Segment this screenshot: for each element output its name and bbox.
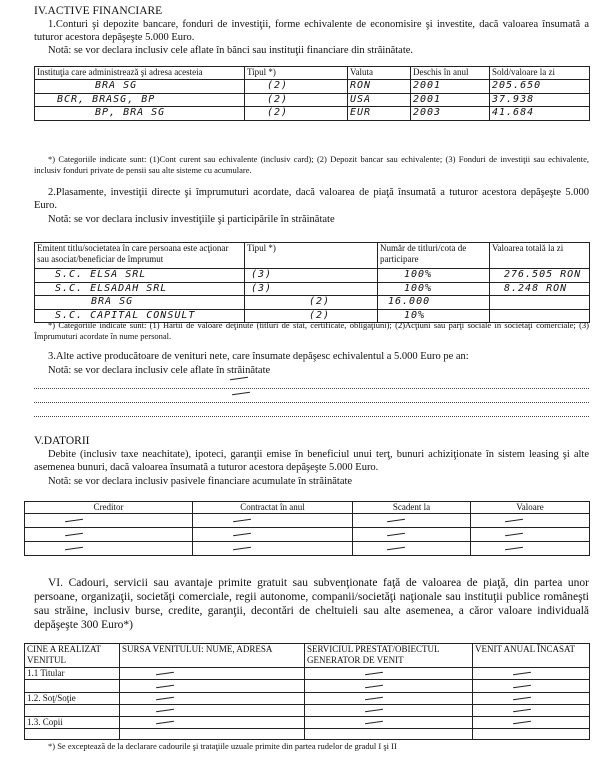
section-iv-title: IV.ACTIVE FINANCIARE [34, 5, 163, 17]
col-header: Tipul *) [245, 67, 348, 80]
row-label: 1.1 Titular [25, 668, 120, 680]
col-header: Tipul *) [245, 243, 378, 269]
table-row [25, 542, 590, 556]
col-header: Scadent la [353, 502, 471, 514]
row-label: 1.3. Copii [25, 717, 120, 729]
table-cell: 2003 [411, 107, 490, 121]
table-cell: USA [348, 93, 411, 107]
table-cell: 8.248 RON [490, 282, 590, 296]
accounts-table-header [35, 67, 590, 80]
debts-table-header [25, 502, 590, 514]
section-iv-p2-note: Notă: se vor declara inclusiv investiţiile şi participările în străinătate [48, 214, 335, 225]
section-iv-p3-note: Notă: se vor declara inclusiv cele aflate în străinătate [48, 365, 271, 376]
table-cell: 41.684 [490, 107, 590, 121]
col-header: Sold/valoare la zi [490, 67, 590, 80]
table-cell: 276.505 RON [490, 269, 590, 283]
table-cell [490, 296, 590, 310]
table-cell: BRA SG [35, 80, 245, 94]
col-header: Contractat în anul [193, 502, 353, 514]
table-cell: (2) [245, 107, 348, 121]
col-header: CINE A REALIZAT VENITUL [25, 644, 120, 668]
table-row [25, 704, 590, 716]
table-cell: (2) [245, 93, 348, 107]
table-row [25, 717, 590, 729]
blank-line [34, 416, 589, 417]
table-cell: BCR, BRASG, BP [35, 93, 245, 107]
table-cell: 16.000 [378, 296, 490, 310]
section-v-p1-note: Notă: se vor declara inclusiv pasivele financiare acumulate în străinătate [48, 476, 353, 487]
empty-mark [232, 392, 250, 395]
table-row [25, 729, 590, 740]
accounts-table [34, 66, 590, 121]
table-cell: (2) [245, 309, 378, 323]
table-cell: 10% [378, 309, 490, 323]
col-header: SURSA VENITULUI: NUME, ADRESA [120, 644, 305, 668]
table-cell: 2001 [411, 93, 490, 107]
section-iv-p1-note: Notă: se vor declara inclusiv cele aflate în bănci sau instituţii financiare din străinătate. [48, 45, 414, 56]
table-row [35, 282, 590, 296]
table-cell: S.C. ELSADAH SRL [35, 282, 245, 296]
section-iv-p1: 1.Conturi şi depozite bancare, fonduri de investiţii, forme echivalente de economisire şi investite, dacă valoarea însumată a tuturor acestora depăşeşte 5.000 Euro. [34, 19, 589, 44]
gifts-table-header [25, 644, 590, 668]
col-header: VENIT ANUAL ÎNCASAT [473, 644, 590, 668]
table-row [25, 680, 590, 692]
table-cell: 2001 [411, 80, 490, 94]
table-row [35, 269, 590, 283]
table-cell: (3) [245, 269, 378, 283]
col-header: Valuta [348, 67, 411, 80]
blank-line [34, 402, 589, 403]
col-header: Emitent titlu/societatea în care persoana este acţionar sau asociat/beneficiar de împrumut [35, 243, 245, 269]
investments-footnote: *) Categoriile indicate sunt: (1) Hârtii de valoare deţinute (titluri de stat, certificate, obligaţiuni); (2)Acţiuni sau părţi sociale în societăţi comerciale; (3) Împrumuturi acordate în nume personal. [34, 320, 589, 341]
table-row [25, 668, 590, 680]
accounts-footnote: *) Categoriile indicate sunt: (1)Cont curent sau echivalente (inclusiv card); (2) Depozit bancar sau echivalente; (3) Fonduri de investiţii sau echivalente, inclusiv fonduri private de pensii sau alte sisteme cu acumulare. [34, 154, 589, 175]
debts-table [24, 501, 590, 556]
table-row [35, 93, 590, 107]
table-cell: 100% [378, 269, 490, 283]
col-header: Număr de titluri/cota de participare [378, 243, 490, 269]
table-cell: (2) [245, 80, 348, 94]
row-label: 1.2. Soţ/Soţie [25, 692, 120, 704]
col-header: Valoare [471, 502, 590, 514]
investments-table [34, 242, 590, 323]
section-iv-p3: 3.Alte active producătoare de venituri nete, care însumate depăşesc echivalentul a 5.000 Euro pe an: [48, 351, 469, 362]
table-cell: 100% [378, 282, 490, 296]
table-cell: 205.650 [490, 80, 590, 94]
table-cell: BRA SG [35, 296, 245, 310]
col-header: SERVICIUL PRESTAT/OBIECTUL GENERATOR DE VENIT [305, 644, 473, 668]
table-cell: (3) [245, 282, 378, 296]
table-row [25, 692, 590, 704]
table-cell: S.C. ELSA SRL [35, 269, 245, 283]
table-cell: BP, BRA SG [35, 107, 245, 121]
table-row [35, 296, 590, 310]
section-vi-p1: VI. Cadouri, servicii sau avantaje primite gratuit sau subvenţionate faţă de valoarea de piaţă, din partea unor persoane, organizaţii, societăţi comerciale, regii autonome, companii/societăţi naţionale sau instituţii publice româneşti sau străine, inclusiv burse, credite, garanţii, decontări de cheltuieli sau alte asemenea, a căror valoare individuală depăşeşte 300 Euro*) [34, 577, 589, 632]
table-cell: 37.938 [490, 93, 590, 107]
table-row [35, 80, 590, 94]
table-row [35, 107, 590, 121]
col-header: Deschis în anul [411, 67, 490, 80]
col-header: Instituţia care administrează şi adresa acesteia [35, 67, 245, 80]
col-header: Valoarea totală la zi [490, 243, 590, 269]
table-row [25, 514, 590, 528]
gifts-footnote: *) Se exceptează de la declarare cadourile şi trataţiile uzuale primite din partea rudelor de gradul I şi II [48, 741, 397, 751]
table-cell: S.C. CAPITAL CONSULT [35, 309, 245, 323]
section-v-title: V.DATORII [34, 435, 90, 447]
table-cell: (2) [245, 296, 378, 310]
table-cell: RON [348, 80, 411, 94]
section-v-p1: Debite (inclusiv taxe neachitate), ipoteci, garanţii emise în beneficiul unui terţ, bunuri achiziţionate în sistem leasing şi alte asemenea bunuri, dacă valoarea însumată a tuturor acestora depăşeşte 5.000 Euro. [34, 449, 589, 474]
investments-table-header [35, 243, 590, 269]
table-cell: EUR [348, 107, 411, 121]
table-row [25, 528, 590, 542]
gifts-table [24, 643, 590, 740]
section-iv-p2: 2.Plasamente, investiţii directe şi împrumuturi acordate, dacă valoarea de piaţă însumată a tuturor acestora depăşeşte 5.000 Euro. [34, 187, 589, 212]
blank-line [34, 388, 589, 389]
col-header: Creditor [25, 502, 193, 514]
empty-mark [230, 377, 248, 380]
